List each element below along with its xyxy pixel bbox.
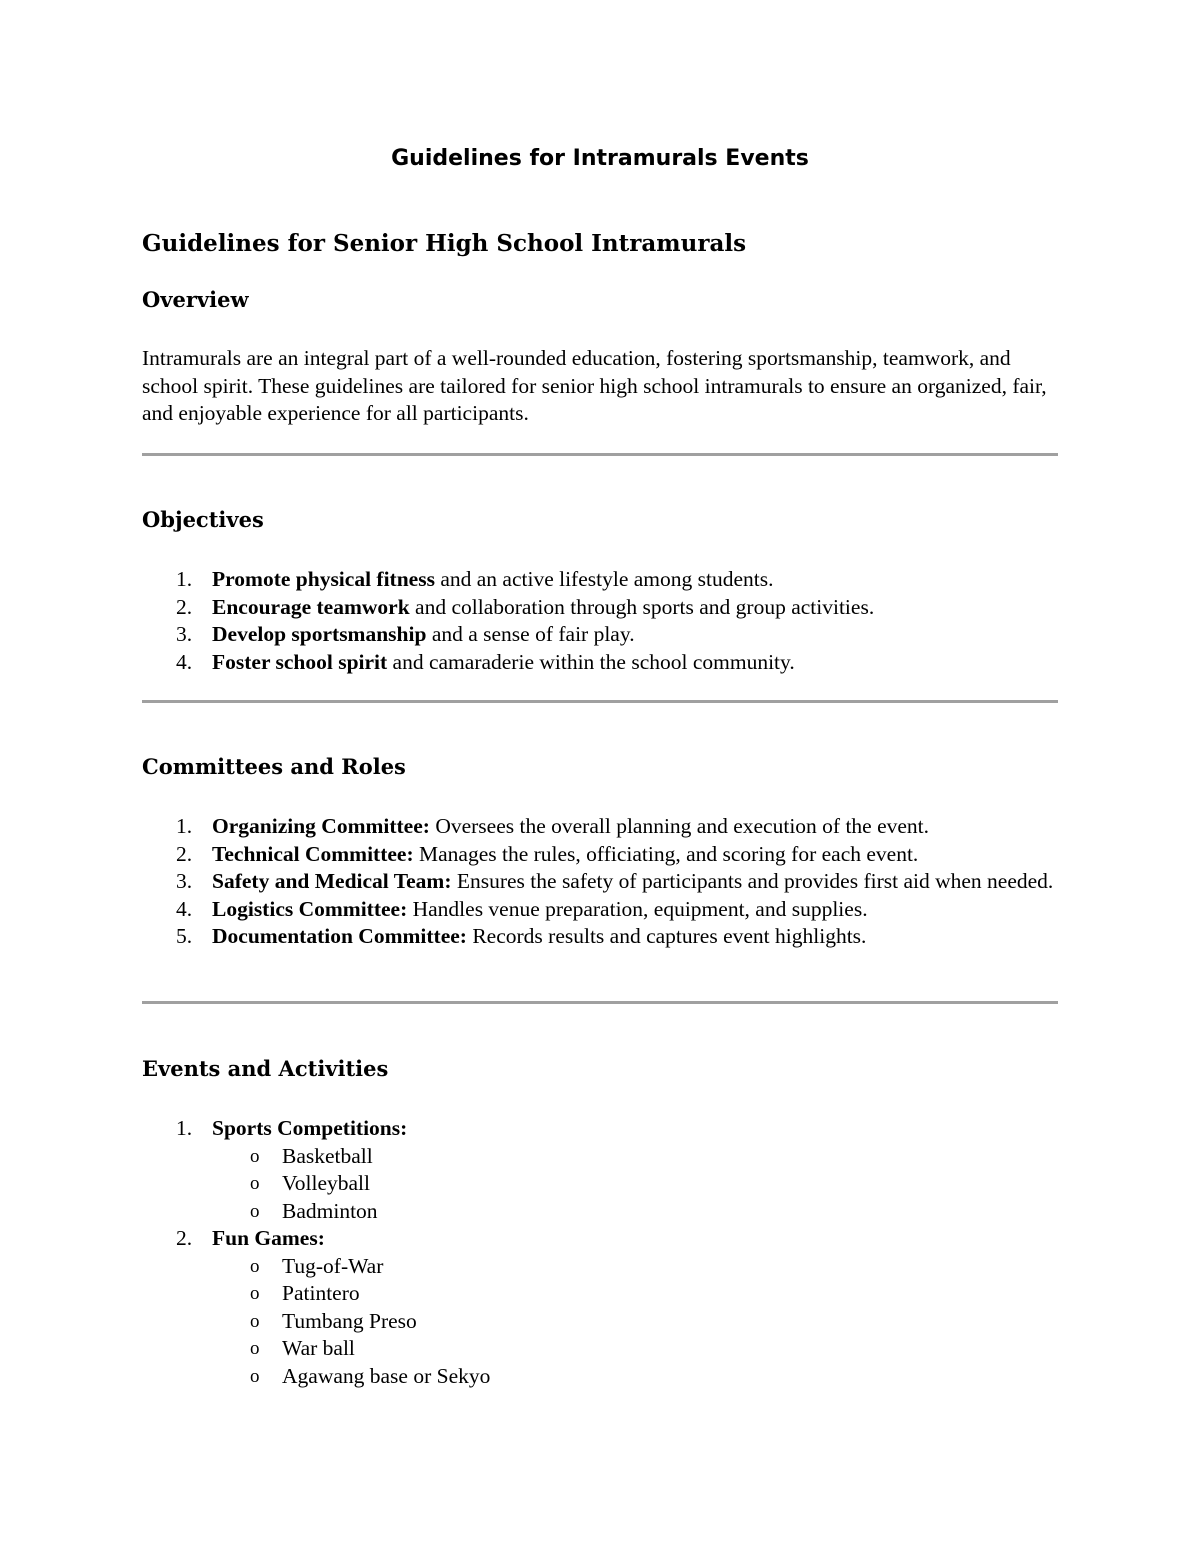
objective-item [142, 649, 1062, 677]
committee-description: Oversees the overall planning and execution of the event. [429, 814, 930, 838]
objective-bold: Encourage teamwork [212, 594, 410, 619]
event-item-label: Agawang base or Sekyo [282, 1363, 491, 1388]
bullet-icon: o [250, 1200, 260, 1222]
event-item-label: Basketball [282, 1143, 373, 1168]
list-number: 1. [176, 567, 193, 591]
committee-item [142, 813, 1062, 841]
committee-name: Documentation Committee: [212, 924, 467, 948]
committee-name: Organizing Committee: [212, 814, 430, 838]
event-group [142, 1115, 1062, 1225]
list-number: 2. [176, 594, 193, 619]
objective-text: and an active lifestyle among students. [434, 567, 774, 591]
list-number: 3. [176, 622, 193, 646]
committee-description: Manages the rules, officiating, and scoring for each event. [413, 841, 919, 866]
section-divider [142, 700, 1058, 703]
objective-bold: Develop sportsmanship [212, 622, 427, 646]
objective-text: and collaboration through sports and group activities. [409, 594, 875, 619]
committees-list [142, 813, 1062, 951]
bullet-icon: o [250, 1145, 260, 1167]
list-number: 2. [176, 1226, 193, 1250]
bullet-icon: o [250, 1283, 260, 1304]
list-number: 1. [176, 1116, 193, 1140]
document-title: Guidelines for Intramurals Events [391, 146, 809, 171]
committee-item [142, 868, 1062, 896]
committee-name: Logistics Committee: [212, 896, 408, 921]
event-group-label: Fun Games: [212, 1226, 325, 1250]
event-item-label: Tumbang Preso [282, 1308, 417, 1333]
event-sublist [212, 1143, 1062, 1226]
list-number: 5. [176, 924, 193, 948]
list-number: 1. [176, 814, 193, 838]
events-heading: Events and Activities [142, 1056, 389, 1081]
event-item [212, 1170, 1062, 1198]
bullet-icon: o [250, 1310, 260, 1332]
objective-item [142, 594, 1062, 622]
event-item [212, 1308, 1062, 1336]
objectives-list [142, 566, 1062, 676]
event-group-label: Sports Competitions: [212, 1116, 408, 1140]
event-item [212, 1335, 1062, 1363]
committee-item [142, 923, 1062, 951]
overview-paragraph: Intramurals are an integral part of a well-rounded education, fostering sportsmanship, teamwork, and school spirit. These guidelines are tailored for senior high school intramurals to ensure an organized, fair, and enjoyable experience for all participants. [142, 346, 1047, 425]
committee-name: Technical Committee: [212, 841, 414, 866]
committee-description: Ensures the safety of participants and provides first aid when needed. [451, 869, 1054, 893]
event-item [212, 1143, 1062, 1171]
committee-name: Safety and Medical Team: [212, 869, 452, 893]
event-item-label: Patintero [282, 1281, 360, 1305]
events-list [142, 1115, 1062, 1390]
list-number: 3. [176, 869, 193, 893]
event-sublist [212, 1253, 1062, 1391]
committee-item [142, 896, 1062, 924]
event-group [142, 1225, 1062, 1390]
objective-bold: Promote physical fitness [212, 567, 435, 591]
document-heading: Guidelines for Senior High School Intramurals [142, 230, 747, 257]
objective-item [142, 621, 1062, 649]
event-item [212, 1198, 1062, 1226]
section-divider [142, 1001, 1058, 1004]
bullet-icon: o [250, 1338, 260, 1359]
list-number: 2. [176, 841, 193, 866]
event-item [212, 1280, 1062, 1308]
event-item-label: Tug-of-War [282, 1253, 384, 1278]
list-number: 4. [176, 649, 193, 674]
bullet-icon: o [250, 1365, 260, 1387]
event-item-label: War ball [282, 1336, 355, 1360]
committee-description: Records results and captures event highlights. [466, 924, 867, 948]
bullet-icon: o [250, 1255, 260, 1277]
list-number: 4. [176, 896, 193, 921]
committee-description: Handles venue preparation, equipment, and supplies. [407, 896, 868, 921]
event-item-label: Volleyball [282, 1171, 370, 1195]
objective-item [142, 566, 1062, 594]
event-item-label: Badminton [282, 1198, 378, 1223]
objective-text: and camaraderie within the school community. [387, 649, 795, 674]
event-item [212, 1253, 1062, 1281]
committee-item [142, 841, 1062, 869]
event-item [212, 1363, 1062, 1391]
objective-bold: Foster school spirit [212, 649, 388, 674]
overview-heading: Overview [142, 287, 249, 312]
section-divider [142, 453, 1058, 456]
objectives-heading: Objectives [142, 507, 264, 532]
committees-heading: Committees and Roles [142, 754, 406, 779]
bullet-icon: o [250, 1173, 260, 1194]
objective-text: and a sense of fair play. [426, 622, 635, 646]
